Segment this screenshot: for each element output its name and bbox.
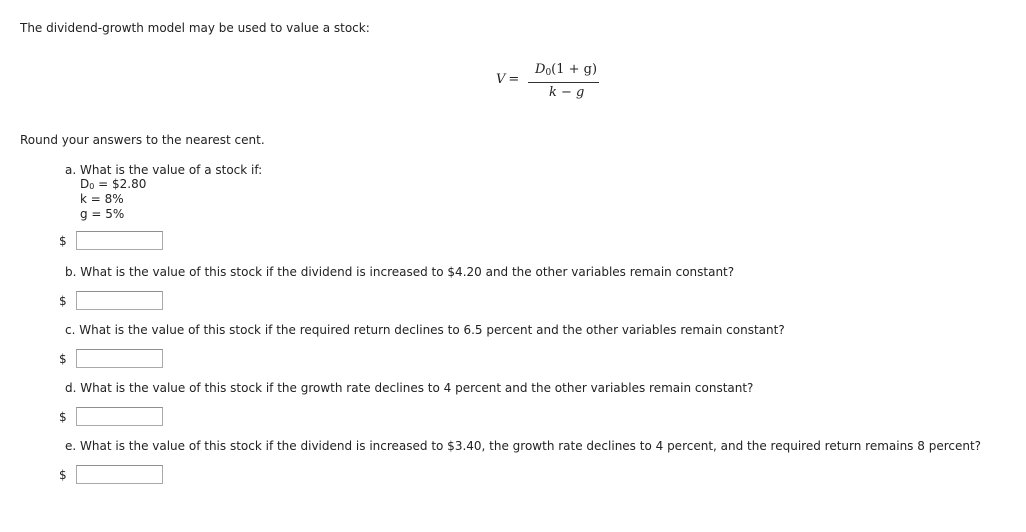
question-c: c. What is the value of this stock if the required return declines to 6.5 percent and the other variables remain constant? bbox=[65, 323, 785, 337]
question-e: e. What is the value of this stock if the dividend is increased to $3.40, the growth rate declines to 4 percent, and the required return remains 8 percent? bbox=[65, 439, 982, 453]
question-b: b. What is the value of this stock if the dividend is increased to $4.20 and the other variables remain constant? bbox=[65, 265, 735, 279]
formula-numerator: $D_0(1 + g)$ bbox=[535, 62, 598, 78]
dollar-sign-c: $ bbox=[59, 352, 67, 366]
answer-a-input[interactable] bbox=[76, 231, 163, 250]
variable-g: g = 5% bbox=[80, 207, 125, 221]
dividend-growth-formula bbox=[496, 60, 626, 106]
dollar-sign-b: $ bbox=[59, 294, 67, 308]
rounding-instructions: Round your answers to the nearest cent. bbox=[20, 133, 265, 147]
variable-k: k = 8% bbox=[80, 192, 124, 206]
answer-d-input[interactable] bbox=[76, 407, 163, 426]
formula-denominator: k − g bbox=[549, 85, 585, 100]
answer-e-input[interactable] bbox=[76, 465, 163, 484]
question-a: a. What is the value of a stock if: bbox=[65, 163, 263, 177]
answer-c-input[interactable] bbox=[76, 349, 163, 368]
dollar-sign-d: $ bbox=[59, 410, 67, 424]
question-d: d. What is the value of this stock if the growth rate declines to 4 percent and the other variables remain constant? bbox=[65, 381, 754, 395]
formula-fraction-bar bbox=[528, 82, 599, 83]
dollar-sign-e: $ bbox=[59, 468, 67, 482]
dollar-sign-a: $ bbox=[59, 234, 67, 248]
answer-b-input[interactable] bbox=[76, 291, 163, 310]
variable-d0: $D_0$ = $2.80 bbox=[80, 177, 147, 191]
formula-lhs: V = bbox=[496, 72, 520, 87]
intro-text: The dividend-growth model may be used to value a stock: bbox=[20, 21, 370, 35]
